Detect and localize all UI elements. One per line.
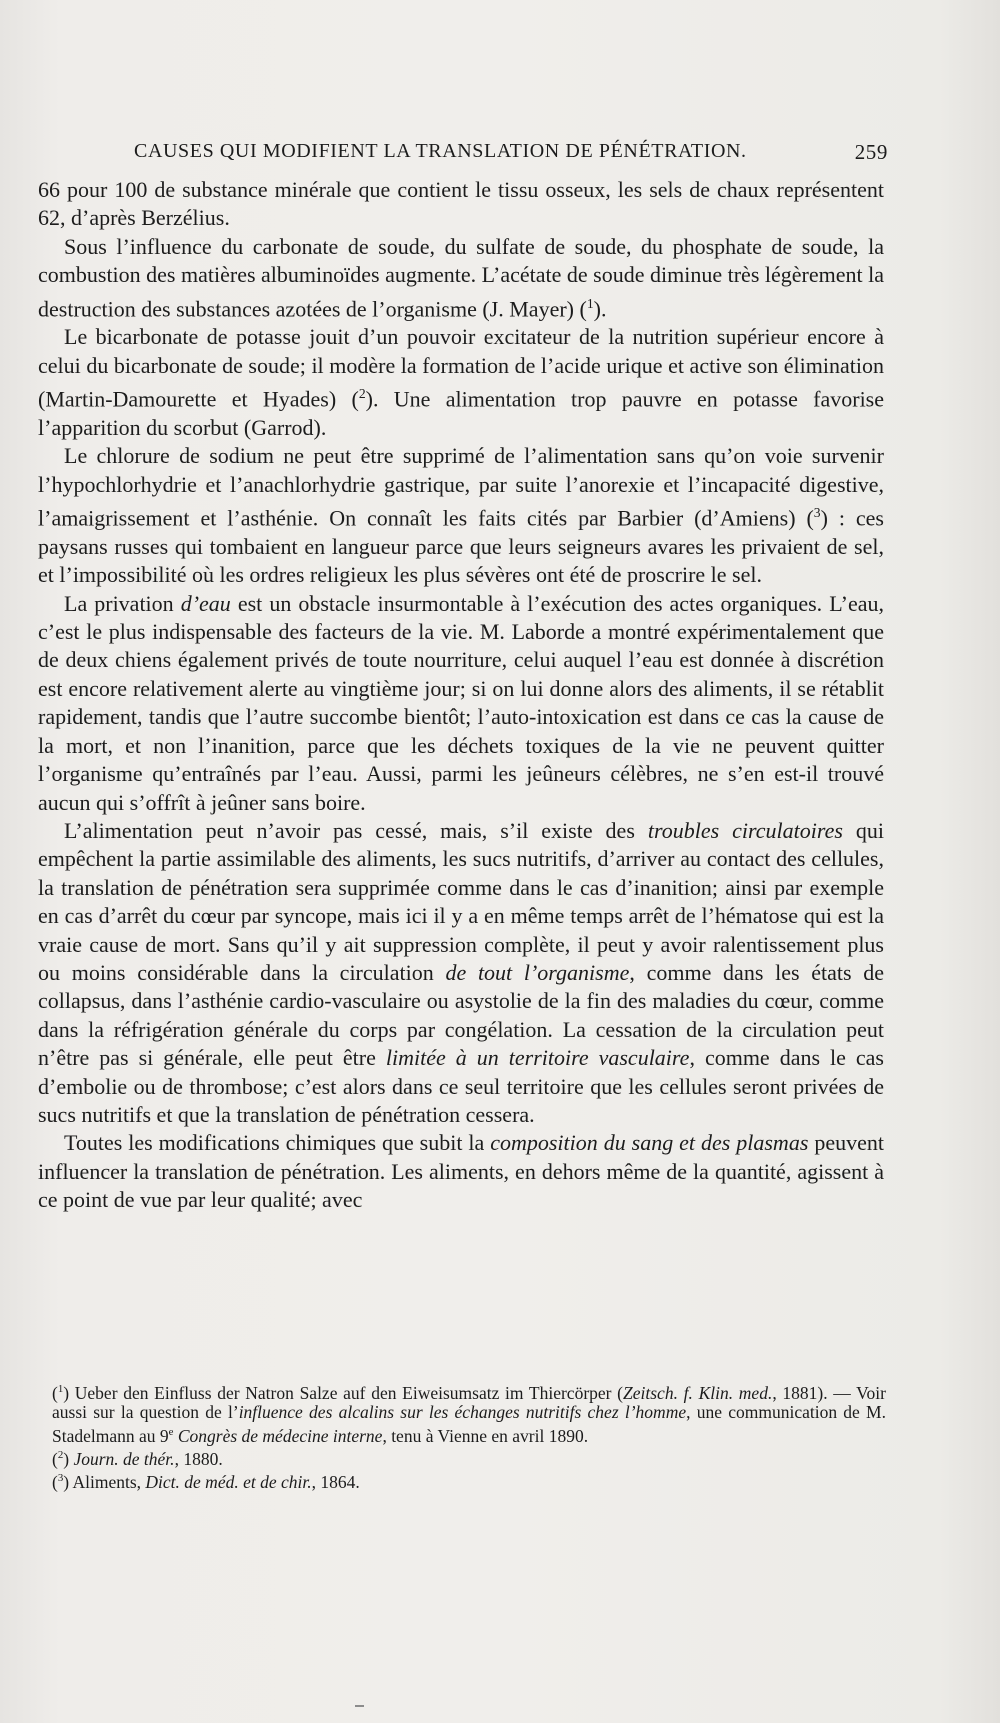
paragraph xyxy=(38,590,884,817)
text-run: ) : ces paysans russes qui tombaient en langueur parce que leurs seigneurs avares les privaient de sel, et l’impossibilité où les ordres religieux les plus sévères ont été de proscrire le sel. xyxy=(38,505,884,588)
text-run: , 1881). — Voir aussi sur la question de l’ xyxy=(52,1382,886,1423)
text-run: ( xyxy=(52,1382,58,1403)
note-reference: e xyxy=(168,1425,174,1438)
running-title: CAUSES QUI MODIFIENT LA TRANSLATION DE PÉNÉTRATION. xyxy=(134,140,747,162)
text-run: , tenu à Vienne en avril 1890. xyxy=(382,1425,589,1446)
text-run: ). xyxy=(593,295,607,321)
italic-text: influence des alcalins sur les échanges nutritifs chez l’homme xyxy=(238,1402,687,1423)
text-run: ). Une alimentation trop pauvre en potasse favorise l’apparition du scorbut (Garrod). xyxy=(38,386,885,440)
italic-text: de tout l’organisme xyxy=(445,959,630,985)
italic-text: Zeitsch. f. Klin. med. xyxy=(623,1382,773,1403)
paragraph xyxy=(38,442,884,589)
paragraph xyxy=(38,1129,884,1214)
text-run: La privation xyxy=(64,590,181,616)
text-run: Le chlorure de sodium ne peut être supprimé de l’alimentation sans qu’on voie survenir l’hypochlorhydrie et l’anachlorhydrie gastrique, par suite l’anorexie et l’incapacité digestive, l’amaigrissement et l’asthénie. On connaît les faits cités par Barbier (d’Amiens) ( xyxy=(38,443,884,531)
paragraph xyxy=(38,176,884,233)
text-run: ( xyxy=(52,1448,58,1469)
page-header xyxy=(128,140,888,170)
text-run: Le bicarbonate de potasse jouit d’un pouvoir excitateur de la nutrition supérieur encore à celui du bicarbonate de soude; il modère la formation de l’acide urique et active son élimination (Martin-Damourette et Hyades) ( xyxy=(38,324,884,412)
italic-text: Journ. de thér. xyxy=(73,1448,175,1469)
text-run: , 1864. xyxy=(311,1472,360,1493)
footnote xyxy=(52,1380,886,1446)
print-mark xyxy=(355,1705,364,1707)
text-run: 66 pour 100 de substance minérale que contient le tissu osseux, les sels de chaux représentent 62, d’après Berzélius. xyxy=(38,177,884,231)
italic-text: limitée à un territoire vasculaire xyxy=(385,1045,690,1071)
footnotes xyxy=(52,1380,886,1493)
text-run: L’alimentation peut n’avoir pas cessé, mais, s’il existe des xyxy=(64,817,648,843)
italic-text: d’eau xyxy=(180,590,231,616)
italic-text: Dict. de méd. et de chir. xyxy=(145,1472,312,1493)
text-run: , une communication de M. Stadelmann au 9 xyxy=(52,1402,886,1446)
body-text xyxy=(38,176,884,1215)
paragraph xyxy=(38,233,884,324)
text-run: ) Aliments, xyxy=(63,1472,146,1493)
page-number: 259 xyxy=(854,140,888,164)
note-reference: 3 xyxy=(57,1472,64,1485)
text-run: ( xyxy=(52,1472,58,1493)
text-run: Toutes les modifications chimiques que subit la xyxy=(64,1130,491,1156)
italic-text: troubles circulatoires xyxy=(647,817,843,843)
note-reference: 2 xyxy=(57,1449,64,1462)
text-run: peuvent influencer la translation de pénétration. Les aliments, en dehors même de la quantité, agissent à ce point de vue par leur qualité; avec xyxy=(38,1130,884,1213)
note-reference: 2 xyxy=(358,386,366,402)
text-run: , 1880. xyxy=(174,1448,223,1469)
note-reference: 1 xyxy=(57,1383,64,1395)
text-run: ) Ueber den Einfluss der Natron Salze auf den Eiweisumsatz im Thiercörper ( xyxy=(63,1382,624,1403)
text-run: , comme dans le cas d’embolie ou de thrombose; c’est alors dans ce seul territoire que les cellules seront privées de sucs nutritifs et que la translation de pénétration cessera. xyxy=(38,1045,884,1127)
text-run: qui empêchent la partie assimilable des aliments, les sucs nutritifs, d’arriver au contact des cellules, la translation de pénétration sera supprimée comme dans le cas d’inanition; ainsi par exemple en cas d’arrêt du cœur par syncope, mais ici il y a en même temps arrêt de l’hématose qui est la vraie cause de mort. Sans qu’il y ait suppression complète, il peut y avoir ralentissement plus ou moins considérable dans la circulation xyxy=(38,817,884,985)
italic-text: composition du sang et des plasmas xyxy=(490,1130,809,1156)
italic-text: Congrès de médecine interne xyxy=(177,1425,383,1446)
text-run: , comme dans les états de collapsus, dans l’asthénie cardio-vasculaire ou asystolie de la fin des maladies du cœur, comme dans la réfrigération générale du corps par congélation. La cessation de la circulation peut n’être pas si générale, elle peut être xyxy=(38,959,885,1071)
note-reference: 1 xyxy=(586,295,594,311)
footnote xyxy=(52,1469,886,1492)
paragraph xyxy=(38,817,884,1129)
footnote xyxy=(52,1446,886,1469)
text-run: est un obstacle insurmontable à l’exécution des actes organiques. L’eau, c’est le plus indispensable des facteurs de la vie. M. Laborde a montré expérimentalement que de deux chiens également privés de toute nourriture, celui auquel l’eau est donnée à discrétion est encore relativement alerte au vingtième jour; si on lui donne alors des aliments, il se rétablit rapidement, tandis que l’autre succombe bientôt; l’auto-intoxication est dans ce cas la cause de la mort, et non l’inanition, parce que les déchets toxiques de la vie ne peuvent quitter l’organisme qu’entraînés par l’eau. Aussi, parmi les jeûneurs célèbres, ne s’en est-il trouvé aucun qui s’offrît à jeûner sans boire. xyxy=(38,590,884,815)
text-run: Sous l’influence du carbonate de soude, du sulfate de soude, du phosphate de soude, la combustion des matières albuminoïdes augmente. L’acétate de soude diminue très légèrement la destruction des substances azotées de l’organisme (J. Mayer) ( xyxy=(38,233,884,321)
note-reference: 3 xyxy=(813,505,821,521)
paragraph xyxy=(38,323,884,442)
text-run: ) xyxy=(63,1448,74,1469)
